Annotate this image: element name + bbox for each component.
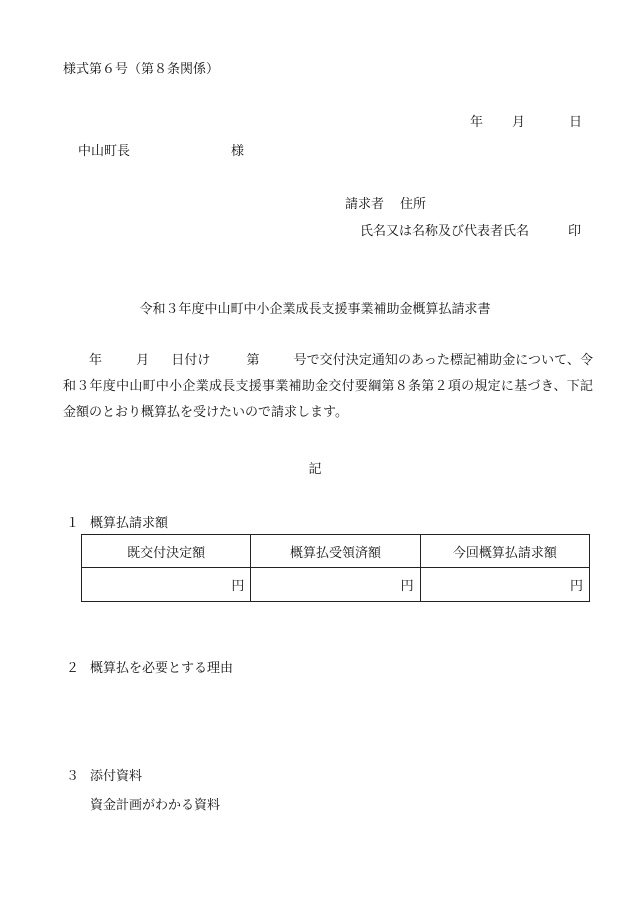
section-1-number: １ — [66, 516, 80, 531]
body-year: 年 — [89, 353, 103, 368]
body-paragraph — [63, 348, 593, 426]
section-3-heading — [66, 765, 142, 784]
date-day-label: 日 — [569, 115, 583, 130]
section-1-heading — [66, 512, 168, 531]
body-day-suffix: 日付け — [171, 353, 211, 368]
amount-table-value-row — [82, 568, 590, 602]
section-3-title: 添付資料 — [90, 769, 143, 784]
date-year-label: 年 — [470, 115, 484, 130]
body-dai: 第 — [246, 353, 260, 368]
addressee-name: 中山町長 — [78, 144, 131, 159]
body-month: 月 — [136, 353, 150, 368]
ki-heading: 記 — [308, 462, 322, 477]
requester-name-label: 氏名又は名称及び代表者氏名 — [360, 224, 530, 239]
section-2-heading — [66, 657, 233, 676]
requester-address-label: 住所 — [400, 197, 427, 212]
date-month-label: 月 — [512, 115, 526, 130]
amount-table-header-row — [82, 535, 590, 568]
attachment-item: 資金計画がわかる資料 — [90, 798, 221, 813]
amount-cell-requested: 円 — [420, 568, 589, 602]
amount-cell-granted: 円 — [82, 568, 251, 602]
section-3-number: ３ — [66, 769, 80, 784]
requester-seal-mark: 印 — [568, 224, 582, 239]
requester-label: 請求者 — [345, 197, 385, 212]
section-2-title: 概算払を必要とする理由 — [90, 661, 234, 676]
form-number: 様式第６号（第８条関係） — [63, 62, 220, 77]
amount-cell-received: 円 — [251, 568, 420, 602]
amount-table — [81, 534, 590, 602]
addressee-honorific: 様 — [231, 144, 245, 159]
column-header-granted: 既交付決定額 — [82, 535, 251, 568]
column-header-requested: 今回概算払請求額 — [420, 535, 589, 568]
section-2-number: ２ — [66, 661, 80, 676]
document-title: 令和３年度中山町中小企業成長支援事業補助金概算払請求書 — [139, 302, 491, 317]
body-rest: 号で交付決定通知のあった標記補助金について、令和３年度中山町中小企業成長支援事業補助金交付要綱第８条第２項の規定に基づき、下記金額のとおり概算払を受けたいので請求します。 — [63, 353, 593, 420]
column-header-received: 概算払受領済額 — [251, 535, 420, 568]
section-1-title: 概算払請求額 — [90, 516, 169, 531]
